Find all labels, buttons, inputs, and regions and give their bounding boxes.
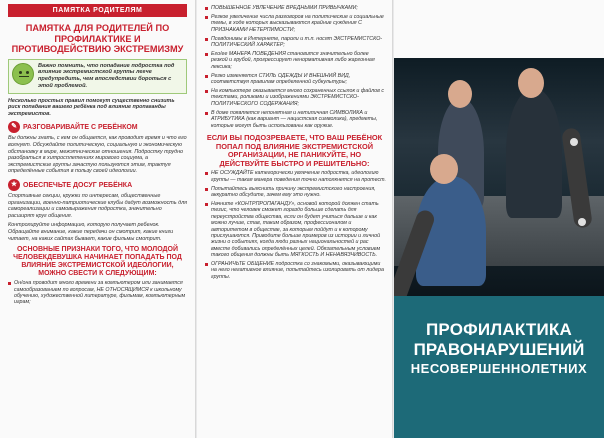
cover-title bbox=[394, 320, 604, 377]
signs-title: ОСНОВНЫЕ ПРИЗНАКИ ТОГО, ЧТО МОЛОДОЙ ЧЕЛОВЕКДЕВУШКА НАЧИНАЕТ ПОПАДАТЬ ПОД ВЛИЯНИЕ ЭКСТРЕМИСТСКОЙ ИДЕОЛОГИИ, МОЖНО СВЕСТИ К СЛЕДУЮЩИМ: bbox=[13, 246, 182, 278]
chat-icon: ✎ bbox=[8, 121, 20, 133]
cover-panel bbox=[394, 0, 604, 438]
teens-photo bbox=[394, 58, 604, 296]
skate-wheel bbox=[578, 218, 586, 226]
list-item: Попытайтесь выяснить причину экстремистского настроения, аккуратно обсудите, зачем ему это нужно. bbox=[211, 186, 386, 199]
teen-head bbox=[518, 68, 544, 98]
list-item: ПОВЫШЕННОЕ УВЛЕЧЕНИЕ ВРЕДНЫМИ ПРИВЫЧКАМИ; bbox=[211, 5, 386, 11]
list-item: Начните «КОНТРПРОПАГАНДУ», основой которой должен стать тезис, что человек сможет гораздо больше сделать для переустройства общества, если он будет учиться дальше и как можно лучше, став, таким образом, профессионалом и авторитетом в обществе, за которым пойдут и к которому прислушаются. Приводите больше примеров из истории и личной жизни о событиях, когда люди разных национальностей и рас вместе добивались определённых целей. Обязательным условием такого общения должны быть МЯГКОСТЬ И НЕНАВЯЗЧИВОСТЬ. bbox=[211, 201, 386, 259]
teen-head bbox=[430, 154, 458, 184]
list-item: В доме появляется непонятная и нетипичная СИМВОЛИКА и АТРИБУТИКА (как вариант — нацистская символика), предметы, которые могут быть использованы как оружие. bbox=[211, 110, 386, 129]
cover-title-line3: НЕСОВЕРШЕННОЛЕТНИХ bbox=[410, 361, 588, 376]
section-talk-title: РАЗГОВАРИВАЙТЕ С РЕБЁНКОМ bbox=[23, 123, 138, 131]
section-leisure-text: Спортивные секции, кружки по интересам, общественные организации, военно-патриотические клубы дадут возможность для самореализации и самовыражения подростка, значительно расширят круг общения. bbox=[8, 193, 187, 219]
list-item: Он/она проводит много времени за компьютером или занимается самообразованием по вопросам, НЕ ОТНОСЯЩИМСЯ к школьному обучению, художественной литературе, фильмам, компьютерным играм; bbox=[14, 280, 186, 306]
list-item: Его/ее МАНЕРА ПОВЕДЕНИЯ становится значительно более резкой и грубой, прогрессирует ненормативная либо жаргонная лексика; bbox=[211, 51, 386, 70]
list-item: Резко изменяется СТИЛЬ ОДЕЖДЫ И ВНЕШНИЙ ВИД, соответствуя правилам определенной субкультуры; bbox=[211, 73, 386, 86]
page-title: ПАМЯТКА ДЛЯ РОДИТЕЛЕЙ ПО ПРОФИЛАКТИКЕ И ПРОТИВОДЕЙСТВИЮ ЭКСТРЕМИЗМУ bbox=[11, 23, 184, 54]
section-leisure-title: ОБЕСПЕЧЬТЕ ДОСУГ РЕБЁНКА bbox=[23, 181, 133, 189]
section-leisure-header bbox=[8, 179, 187, 191]
cover-title-line1: ПРОФИЛАКТИКА bbox=[426, 320, 572, 339]
star-icon: ★ bbox=[8, 179, 20, 191]
list-item: Резкое увеличение числа разговоров на политические и социальные темы, в ходе которых высказываются крайние суждения С ПРИЗНАКАМИ НЕТЕРПИМОСТИ; bbox=[211, 14, 386, 33]
section-talk-text: Вы должны знать, с кем он общается, как проводит время и что его волнует. Обсуждайте политическую, социальную и экономическую обстановку в мире, межэтнические отношения. Подростку трудно разобраться в хитросплетениях мирового социума, а экстремистские группы зачастую пользуются этим, трактуя определённые события в пользу своей идеологии. bbox=[8, 135, 187, 175]
list-item: Псевдонимы в Интернете, пароли и т.п. носят ЭКСТРЕМИСТСКО-ПОЛИТИЧЕСКИЙ ХАРАКТЕР; bbox=[211, 36, 386, 49]
list-item: НЕ ОСУЖДАЙТЕ категорически увлечение подростка, идеологию группы — такая манера поведения точно натолкнется на протест. bbox=[211, 170, 386, 183]
teen-head bbox=[448, 80, 472, 108]
list-item: На компьютере оказывается много сохраненных ссылок и файлов с текстами, роликами и изображениями ЭКСТРЕМИСТСКО-ПОЛИТИЧЕСКОГО СОДЕРЖАНИЯ; bbox=[211, 87, 384, 107]
list-item: ОГРАНИЧЬТЕ ОБЩЕНИЕ подростка со знакомыми, оказывающими на него негативное влияние, попытайтесь изолировать от лидера группы. bbox=[211, 261, 386, 280]
intro-text: Несколько простых правил помогут существенно снизить риск попадания вашего ребёнка под влияние пропаганды экстремистов. bbox=[8, 97, 175, 117]
control-text: Контролируйте информацию, которую получает ребенок. Обращайте внимание, какие передачи он смотрит, какие книги читает, на каких сайтах бывает, какие фильмы смотрит. bbox=[8, 222, 174, 242]
panel-band: ПАМЯТКА РОДИТЕЛЯМ bbox=[8, 4, 187, 17]
suspect-title: ЕСЛИ ВЫ ПОДОЗРЕВАЕТЕ, ЧТО ВАШ РЕБЁНОК ПОПАЛ ПОД ВЛИЯНИЕ ЭКСТРЕМИСТСКОЙ ОРГАНИЗАЦИИ, НЕ ПАНИКУЙТЕ, НО ДЕЙСТВУЙТЕ БЫСТРО И РЕШИТЕЛЬНО: bbox=[206, 132, 383, 168]
smiley-icon bbox=[12, 63, 34, 85]
section-talk-header bbox=[8, 121, 187, 133]
cover-title-line2: ПРАВОНАРУШЕНИЙ bbox=[413, 340, 585, 359]
alert-text: Важно помнить, что попадание подростка под влияние экстремистской группы легче предупредить, чем впоследствии бороться с этой проблемой. bbox=[38, 62, 175, 89]
cover-top-strip bbox=[394, 0, 604, 58]
skate-wheel bbox=[570, 138, 578, 146]
left-panel bbox=[0, 0, 196, 438]
middle-panel bbox=[197, 0, 393, 438]
alert-box bbox=[8, 59, 187, 94]
teen-figure bbox=[506, 88, 562, 218]
